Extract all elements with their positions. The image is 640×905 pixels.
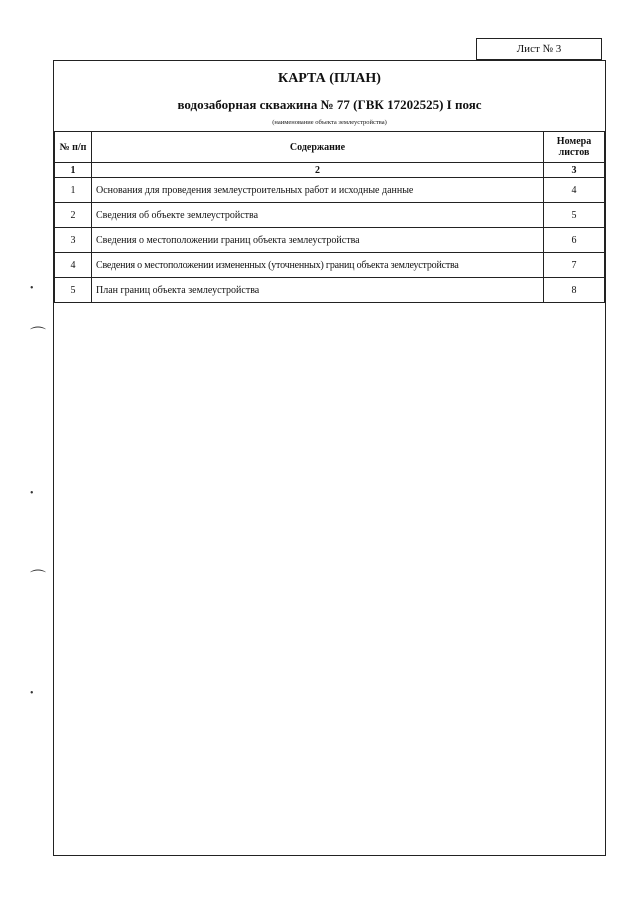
row-sheet: 5	[544, 203, 605, 228]
table-row	[55, 228, 605, 253]
header-no: № п/п	[55, 132, 92, 163]
row-content: Сведения об объекте землеустройства	[92, 203, 544, 228]
table-row	[55, 253, 605, 278]
scan-mark: ⌒	[30, 327, 47, 344]
row-sheet: 8	[544, 278, 605, 303]
row-no: 2	[55, 203, 92, 228]
contents-table	[54, 131, 605, 303]
row-no: 4	[55, 253, 92, 278]
row-no: 3	[55, 228, 92, 253]
table-row	[55, 203, 605, 228]
sheet-number: Лист № 3	[516, 43, 562, 55]
row-content: План границ объекта землеустройства	[92, 278, 544, 303]
row-sheet: 7	[544, 253, 605, 278]
table-row	[55, 278, 605, 303]
column-number: 3	[544, 163, 605, 178]
row-no: 1	[55, 178, 92, 203]
document-frame	[53, 60, 606, 856]
sheet-number-box	[476, 38, 602, 60]
scan-mark: •	[30, 283, 34, 294]
column-number: 1	[55, 163, 92, 178]
document-subtitle: водозаборная скважина № 77 (ГВК 17202525) I пояс	[177, 97, 482, 112]
row-sheet: 4	[544, 178, 605, 203]
header-sheets: Номера листов	[544, 132, 605, 163]
row-content: Сведения о местоположении границ объекта землеустройства	[92, 228, 544, 253]
row-sheet: 6	[544, 228, 605, 253]
document-title: КАРТА (ПЛАН)	[278, 71, 381, 86]
table-header-row	[55, 132, 605, 163]
column-number-row	[55, 163, 605, 178]
column-number: 2	[92, 163, 544, 178]
row-content: Сведения о местоположении измененных (уточненных) границ объекта землеустройства	[92, 253, 544, 278]
header-content: Содержание	[92, 132, 544, 163]
row-no: 5	[55, 278, 92, 303]
row-content: Основания для проведения землеустроительных работ и исходные данные	[92, 178, 544, 203]
scan-mark: •	[30, 488, 34, 499]
object-caption: (наименование объекта землеустройства)	[272, 119, 387, 126]
scan-mark: •	[30, 688, 34, 699]
header-block	[54, 61, 605, 132]
scan-mark: ⌒	[30, 570, 47, 587]
table-row	[55, 178, 605, 203]
